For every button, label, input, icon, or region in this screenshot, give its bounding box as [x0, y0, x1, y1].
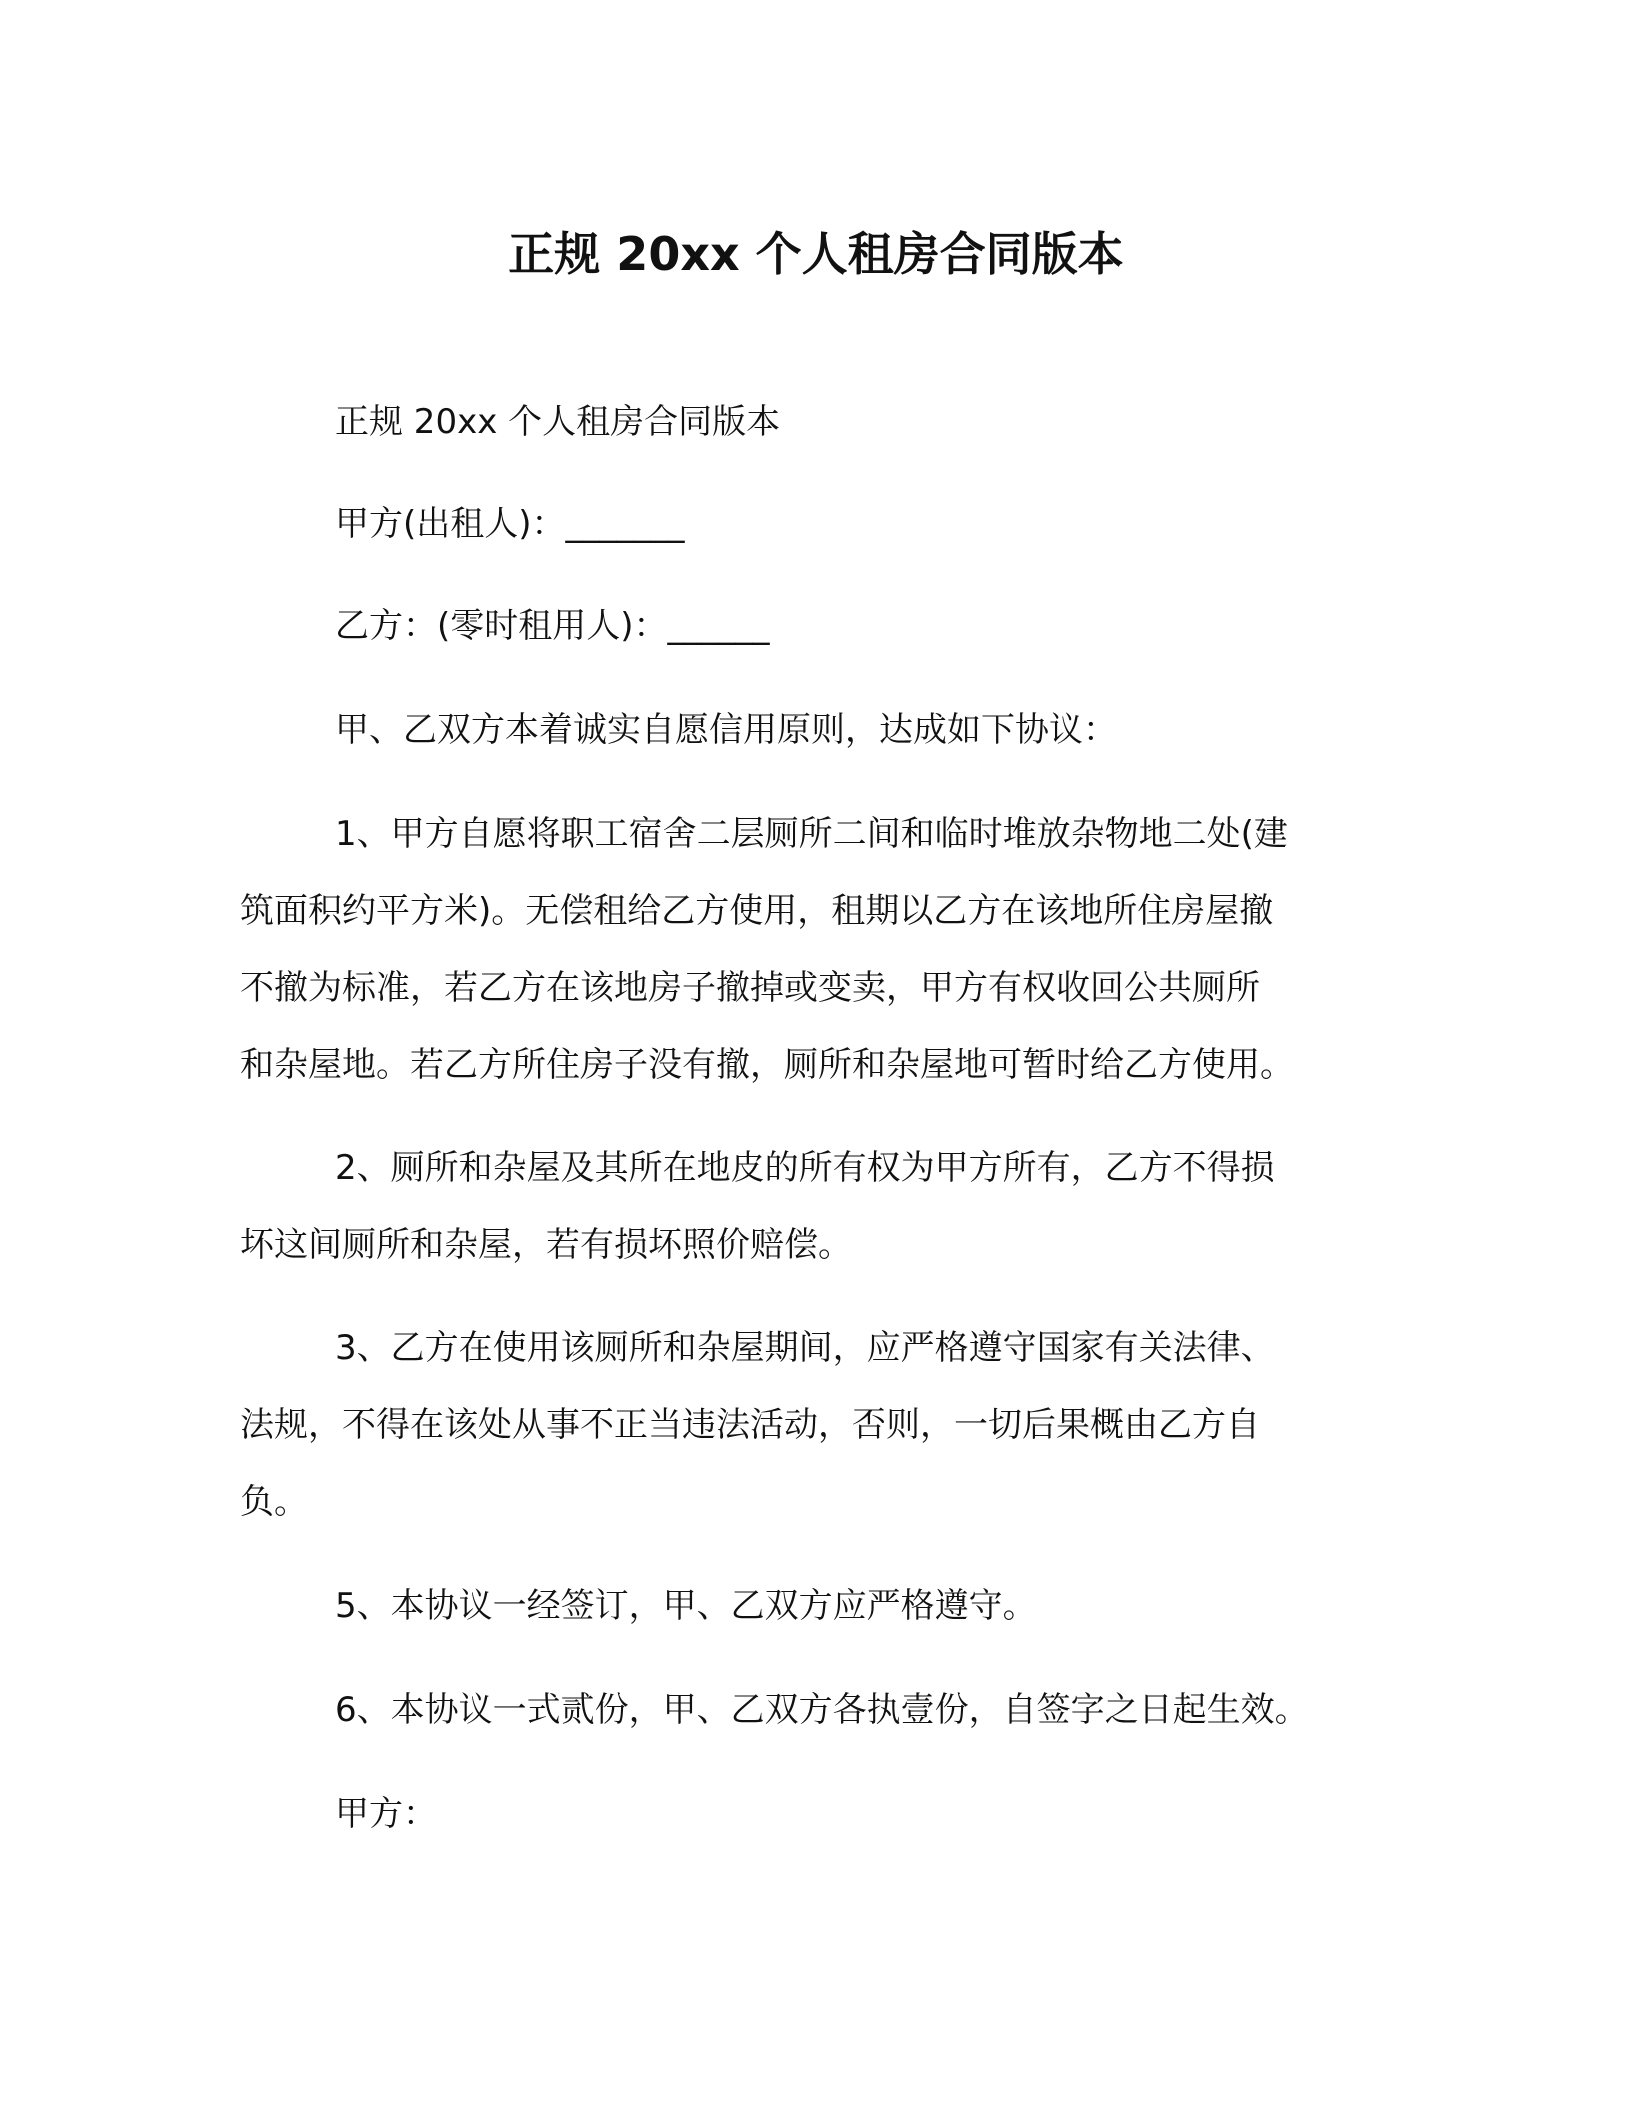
clause-6: 6、本协议一式贰份，甲、乙双方各执壹份，自签字之日起生效。 [335, 1690, 1309, 1730]
clause-1-line-4: 和杂屋地。若乙方所住房子没有撤，厕所和杂屋地可暂时给乙方使用。 [240, 1045, 1294, 1085]
document-subtitle: 正规 20xx 个人租房合同版本 [335, 402, 781, 442]
clause-1-line-3: 不撤为标准，若乙方在该地房子撤掉或变卖，甲方有权收回公共厕所 [240, 968, 1260, 1008]
intro-paragraph: 甲、乙双方本着诚实自愿信用原则，达成如下协议： [335, 710, 1117, 750]
clause-2-line-1: 2、厕所和杂屋及其所在地皮的所有权为甲方所有，乙方不得损 [335, 1148, 1275, 1188]
clause-1-line-1: 1、甲方自愿将职工宿舍二层厕所二间和临时堆放杂物地二处(建 [335, 814, 1288, 854]
clause-3-line-2: 法规，不得在该处从事不正当违法活动，否则，一切后果概由乙方自 [240, 1405, 1260, 1445]
clause-5: 5、本协议一经签订，甲、乙双方应严格遵守。 [335, 1586, 1037, 1626]
document-title: 正规 20xx 个人租房合同版本 [508, 227, 1124, 281]
signature-party-a: 甲方： [335, 1794, 437, 1834]
party-b-line: 乙方：(零时租用人)：______ [335, 606, 770, 646]
clause-1-line-2: 筑面积约平方米)。无偿租给乙方使用，租期以乙方在该地所住房屋撤 [240, 891, 1274, 931]
clause-3-line-1: 3、乙方在使用该厕所和杂屋期间，应严格遵守国家有关法律、 [335, 1328, 1275, 1368]
party-a-line: 甲方(出租人)：_______ [335, 504, 685, 544]
clause-2-line-2: 坏这间厕所和杂屋，若有损坏照价赔偿。 [240, 1225, 852, 1265]
clause-3-line-3: 负。 [240, 1482, 308, 1522]
